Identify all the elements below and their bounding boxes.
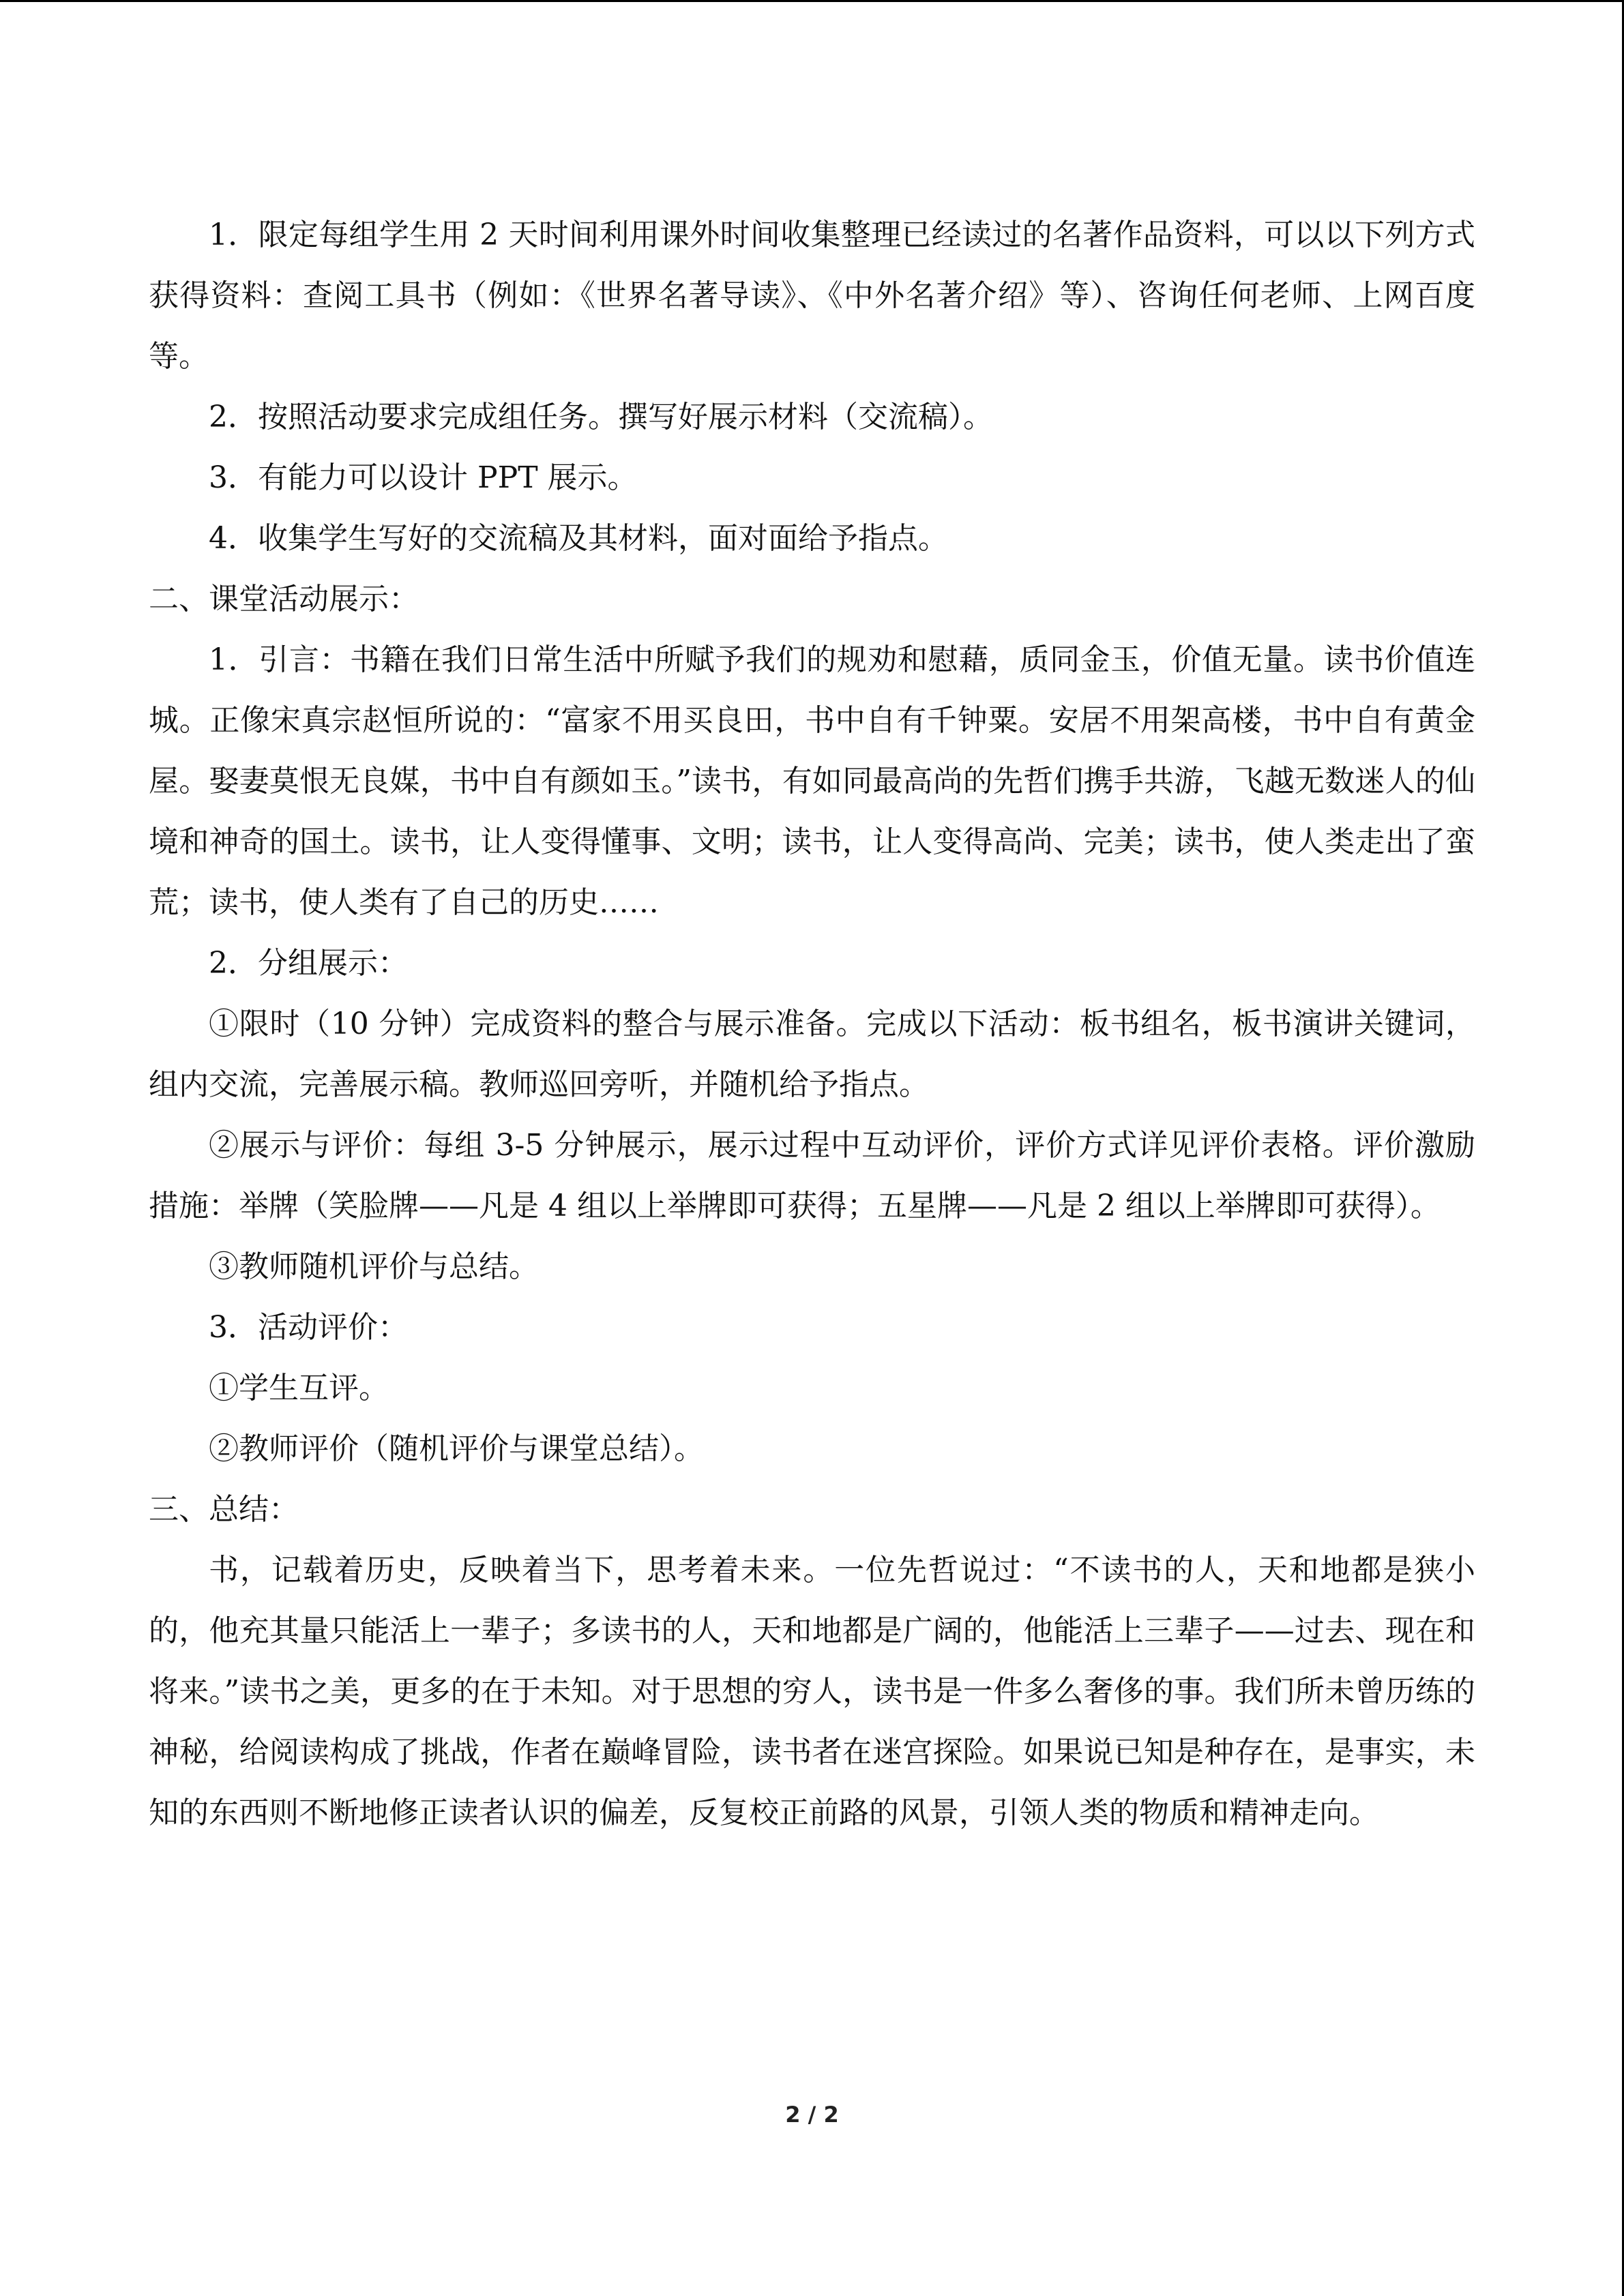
paragraph-group-display: 2．分组展示： [209,946,408,981]
paragraph-summary: 书，记载着历史，反映着当下，思考着未来。一位先哲说过：“不读书的人，天和地都是狭小的，他充其量只能活上一辈子；多读书的人，天和地都是广阔的，他能活上三辈子——过去、现在和将来。”读书之美，更多的在于未知。对于思想的穷人，读书是一件多么奢侈的事。我们所未曾历练的神秘，给阅读构成了挑战，作者在巅峰冒险，读书者在迷宫探险。如果说已知是种存在，是事实，未知的东西则不断地修正读者认识的偏差，反复校正前路的风景，引领人类的物质和精神走向。 [149,1553,1475,1830]
paragraph-step-1: ①限时（10 分钟）完成资料的整合与展示准备。完成以下活动：板书组名，板书演讲关键词，组内交流，完善展示稿。教师巡回旁听，并随机给予指点。 [149,1007,1475,1102]
paragraph-step-3: ③教师随机评价与总结。 [209,1249,539,1284]
paragraph-teacher-evaluation: ②教师评价（随机评价与课堂总结）。 [209,1431,704,1466]
paragraph-task-2: 2．按照活动要求完成组任务。撰写好展示材料（交流稿）。 [209,400,993,434]
paragraph-introduction: 1．引言：书籍在我们日常生活中所赋予我们的规劝和慰藉，质同金玉，价值无量。读书价值连城。正像宋真宗赵恒所说的：“富家不用买良田，书中自有千钟粟。安居不用架高楼，书中自有黄金屋。娶妻莫恨无良媒，书中自有颜如玉。”读书，有如同最高尚的先哲们携手共游，飞越无数迷人的仙境和神奇的国土。读书，让人变得懂事、文明；读书，让人变得高尚、完美；读书，使人类走出了蛮荒；读书，使人类有了自己的历史…… [149,642,1475,920]
paragraph-task-4: 4．收集学生写好的交流稿及其材料，面对面给予指点。 [209,521,948,556]
page-border-top [0,0,1624,2]
paragraph-activity-evaluation: 3．活动评价： [209,1310,408,1345]
document-body [149,205,1475,1843]
paragraph-task-3: 3．有能力可以设计 PPT 展示。 [209,460,638,495]
paragraph-task-1: 1．限定每组学生用 2 天时间利用课外时间收集整理已经读过的名著作品资料，可以以下列方式获得资料：查阅工具书（例如：《世界名著导读》、《中外名著介绍》等）、咨询任何老师、上网百度等。 [149,218,1475,374]
page-number: 2 / 2 [785,2102,839,2128]
paragraph-step-2: ②展示与评价：每组 3-5 分钟展示，展示过程中互动评价，评价方式详见评价表格。评价激励措施：举牌（笑脸牌——凡是 4 组以上举牌即可获得；五星牌——凡是 2 组以上举牌即可获得）。 [149,1128,1475,1223]
section-heading-summary: 三、总结： [149,1492,299,1527]
paragraph-peer-evaluation: ①学生互评。 [209,1371,389,1405]
section-heading-classroom-activity: 二、课堂活动展示： [149,582,419,616]
